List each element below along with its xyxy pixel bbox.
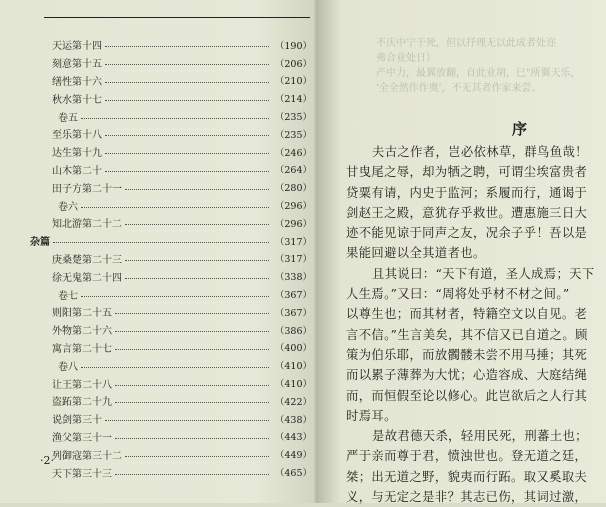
text-line: 贷粟有请，内史于监河；系履而行，通谒于 xyxy=(346,185,588,200)
toc-page-number: （386） xyxy=(274,325,312,337)
toc-title: 外物第二十六 xyxy=(52,326,112,338)
toc-dot-leader xyxy=(115,474,269,475)
toc-title: 庚桑楚第二十三 xyxy=(52,254,122,266)
toc-page-number: （367） xyxy=(274,290,312,302)
table-of-contents xyxy=(30,36,312,481)
toc-title: 卷七 xyxy=(58,290,78,302)
bleed-line: '全全然作作奥'，不无其者作家来尝。 xyxy=(376,83,542,94)
text-line: 人生焉。”又曰：“周将处乎材不材之间。” xyxy=(346,287,570,302)
toc-page-number: （317） xyxy=(274,254,312,266)
toc-title: 秋水第十七 xyxy=(52,94,102,106)
toc-entry xyxy=(30,267,312,285)
top-rule xyxy=(44,17,310,18)
toc-page-number: （465） xyxy=(274,468,312,480)
toc-dot-leader xyxy=(115,349,269,350)
toc-dot-leader xyxy=(105,64,269,65)
toc-entry xyxy=(30,463,312,481)
text-line: 剑赵王之殿，意犹存乎救世。遭惠施三日大 xyxy=(346,205,588,220)
toc-dot-leader xyxy=(125,456,269,457)
toc-dot-leader xyxy=(115,402,269,403)
toc-dot-leader xyxy=(115,385,269,386)
toc-dot-leader xyxy=(115,438,269,439)
toc-page-number: （410） xyxy=(274,361,312,373)
toc-title: 盗跖第二十九 xyxy=(52,397,112,409)
text-line: 迹不能见谅于同声之友，况余子乎！吾以是 xyxy=(346,226,588,241)
toc-dot-leader xyxy=(105,420,269,421)
toc-page-number: （210） xyxy=(274,76,312,88)
text-line: 以尊生也；而其材者，特籍空文以自见。老 xyxy=(346,307,588,322)
text-line: 而以累子薄葬为大忧；心造容成、大庭结绳 xyxy=(346,368,588,383)
toc-entry xyxy=(30,72,312,90)
toc-entry xyxy=(30,107,312,125)
toc-dot-leader xyxy=(105,153,269,154)
toc-title: 田子方第二十一 xyxy=(52,183,122,195)
toc-title: 说剑第三十 xyxy=(52,415,102,427)
toc-title: 达生第十九 xyxy=(52,148,102,160)
toc-entry xyxy=(30,428,312,446)
toc-dot-leader xyxy=(105,100,269,101)
bleed-line: 产中力，最翼放翻，自此业胡，巳"所翼天乐， xyxy=(376,68,581,79)
toc-dot-leader xyxy=(105,171,269,172)
toc-page-number: （367） xyxy=(274,307,312,319)
toc-entry xyxy=(30,356,312,374)
toc-title: 卷五 xyxy=(58,112,78,124)
toc-page-number: （296） xyxy=(274,218,312,230)
toc-dot-leader xyxy=(125,189,269,190)
toc-dot-leader xyxy=(81,118,269,119)
toc-entry xyxy=(30,321,312,339)
toc-page-number: （422） xyxy=(274,396,312,408)
toc-entry xyxy=(30,250,312,268)
toc-title: 徐无鬼第二十四 xyxy=(52,272,122,284)
toc-entry xyxy=(30,36,312,54)
toc-entry xyxy=(30,54,312,72)
bleed-line: 弗合业处日） xyxy=(376,53,436,64)
toc-dot-leader xyxy=(53,242,269,243)
toc-title: 渔父第三十一 xyxy=(52,432,112,444)
toc-page-number: （235） xyxy=(274,129,312,141)
toc-title: 列御寇第三十二 xyxy=(52,450,122,462)
toc-entry xyxy=(30,445,312,463)
toc-entry xyxy=(30,374,312,392)
toc-dot-leader xyxy=(125,260,269,261)
toc-entry xyxy=(30,125,312,143)
page-number: ·2· xyxy=(40,454,54,467)
text-line: 言不信。”生言美矣，其不信又已自道之。顾 xyxy=(346,327,588,342)
toc-title: 让王第二十八 xyxy=(52,379,112,391)
toc-dot-leader xyxy=(105,46,269,47)
toc-dot-leader xyxy=(81,296,269,297)
toc-title: 则阳第二十五 xyxy=(52,308,112,320)
toc-dot-leader xyxy=(81,207,269,208)
text-line: 桀；出无道之野，貌夷而行跖。取又奚取夫 xyxy=(346,469,588,484)
toc-entry xyxy=(30,232,312,250)
toc-entry xyxy=(30,303,312,321)
toc-title: 刻意第十五 xyxy=(52,59,102,71)
toc-page-number: （443） xyxy=(274,432,312,444)
toc-page-number: （214） xyxy=(274,94,312,106)
toc-entry xyxy=(30,143,312,161)
toc-title: 天运第十四 xyxy=(52,41,102,53)
toc-entry xyxy=(30,214,312,232)
toc-page-number: （338） xyxy=(274,272,312,284)
toc-page-number: （317） xyxy=(274,236,312,248)
toc-title: 知北游第二十二 xyxy=(52,219,122,231)
toc-title: 杂篇 xyxy=(30,237,50,249)
toc-entry xyxy=(30,161,312,179)
toc-title: 山木第二十 xyxy=(52,165,102,177)
text-line: 果能回避以全其道者也。 xyxy=(346,246,486,261)
toc-title: 天下第三十三 xyxy=(52,468,112,480)
bleed-through-text xyxy=(376,36,596,96)
toc-entry xyxy=(30,410,312,428)
text-line: 策为伯乐耶，而放髑髅未尝不用马捶；其死 xyxy=(346,347,588,362)
toc-page-number: （246） xyxy=(274,147,312,159)
toc-title: 卷六 xyxy=(58,201,78,213)
toc-entry xyxy=(30,178,312,196)
toc-dot-leader xyxy=(125,224,269,225)
toc-dot-leader xyxy=(115,313,269,314)
toc-page-number: （280） xyxy=(274,183,312,195)
toc-title: 缮性第十六 xyxy=(52,76,102,88)
text-line: 且其说曰：“天下有道，圣人成焉；天下 xyxy=(372,266,595,281)
toc-dot-leader xyxy=(105,135,269,136)
text-line: 甘曳尾之辱，却为牺之聘，可谓尘埃富贵者 xyxy=(346,165,588,180)
toc-dot-leader xyxy=(125,278,269,279)
toc-page-number: （264） xyxy=(274,165,312,177)
toc-entry xyxy=(30,196,312,214)
toc-entry xyxy=(30,285,312,303)
toc-page-number: （438） xyxy=(274,414,312,426)
toc-dot-leader xyxy=(105,82,269,83)
toc-title: 卷八 xyxy=(58,361,78,373)
text-line: 夫古之作者，岂必依林草，群鸟鱼哉！ xyxy=(372,145,588,159)
toc-title: 至乐第十八 xyxy=(52,130,102,142)
text-line: 义，与无定之是非？其志已伤，其词过激， xyxy=(346,490,588,505)
toc-entry xyxy=(30,392,312,410)
text-line: 是故君德天杀，轻用民死，刑蕃土也； xyxy=(372,429,588,444)
toc-page-number: （235） xyxy=(274,112,312,124)
toc-page-number: （190） xyxy=(274,40,312,52)
text-line: 时焉耳。 xyxy=(346,408,397,423)
toc-entry xyxy=(30,339,312,357)
toc-dot-leader xyxy=(115,331,269,332)
text-line: 严于亲而尊于君，愤浊世也。登无道之廷， xyxy=(346,449,588,464)
toc-page-number: （449） xyxy=(274,450,312,462)
preface-title: 序 xyxy=(512,120,528,138)
preface-body xyxy=(346,142,606,507)
bleed-line: 不庆中宁于死，但以抒理无以此成者处迩 xyxy=(376,38,556,49)
toc-page-number: （296） xyxy=(274,201,312,213)
toc-dot-leader xyxy=(81,367,269,368)
toc-page-number: （410） xyxy=(274,379,312,391)
toc-entry xyxy=(30,89,312,107)
toc-page-number: （206） xyxy=(274,58,312,70)
text-line: 而，而恒假至论以修心。此岂欲后之人行其 xyxy=(346,388,588,403)
toc-page-number: （400） xyxy=(274,343,312,355)
toc-title: 寓言第二十七 xyxy=(52,343,112,355)
